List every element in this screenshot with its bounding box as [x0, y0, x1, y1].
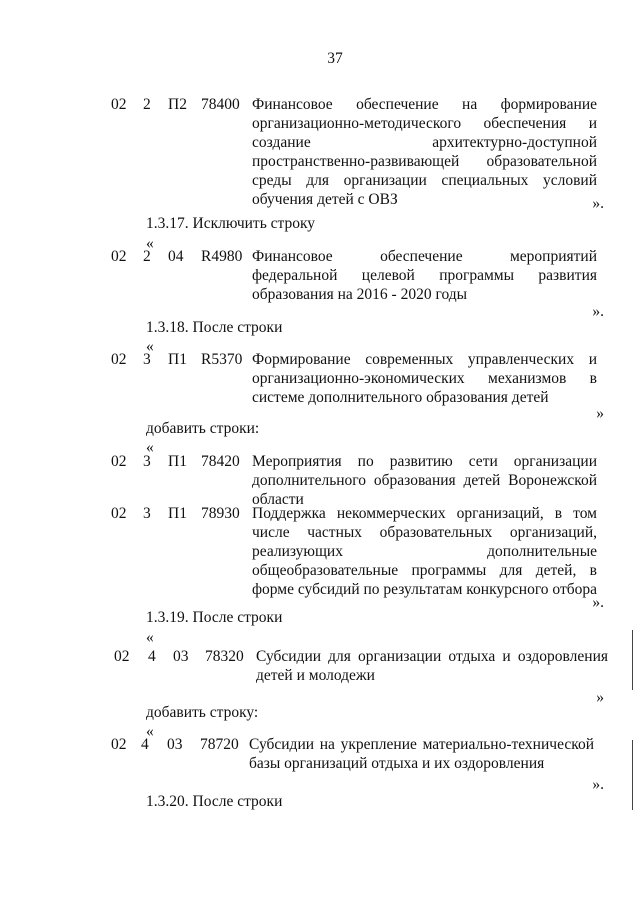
- closing-quote: ».: [592, 776, 604, 793]
- instruction-1-3-18: 1.3.18. После строки: [146, 319, 283, 336]
- code-chapter: 02: [111, 351, 127, 368]
- closing-quote: ».: [592, 594, 604, 611]
- opening-quote: «: [146, 439, 154, 456]
- code-program: 2: [143, 248, 151, 265]
- scan-edge-mark: [632, 630, 633, 690]
- code-chapter: 02: [111, 505, 127, 522]
- instruction-1-3-17: 1.3.17. Исключить строку: [146, 215, 316, 232]
- opening-quote: «: [146, 338, 154, 355]
- code-program: 4: [148, 648, 156, 665]
- code-subprogram: П2: [168, 96, 187, 113]
- code-chapter: 02: [111, 248, 127, 265]
- row-description: Субсидии для организации отдыха и оздоровления детей и молодежи: [256, 648, 608, 684]
- scan-edge-mark: [632, 740, 633, 810]
- code-program: 2: [143, 96, 151, 113]
- row-description: Финансовое обеспечение мероприятий федеральной целевой программы развития образования на 2016 - 2020 годы: [252, 248, 597, 303]
- row-description: Финансовое обеспечение на формирование организационно-методического обеспечения и создание архитектурно-доступной пространственно-развивающей образовательной среды для организации специальных условий обучения детей с ОВЗ: [252, 96, 597, 208]
- code-direction: R5370: [201, 351, 243, 368]
- closing-quote: »: [596, 405, 604, 422]
- opening-quote: «: [146, 723, 154, 740]
- code-program: 4: [141, 736, 149, 753]
- add-row-label: добавить строку:: [146, 704, 259, 721]
- page-number: 37: [327, 50, 343, 67]
- code-program: 3: [143, 505, 151, 522]
- code-chapter: 02: [111, 96, 127, 113]
- code-subprogram: 04: [168, 248, 184, 265]
- code-direction: 78930: [201, 505, 240, 522]
- code-program: 3: [143, 351, 151, 368]
- row-description: Поддержка некоммерческих организаций, в том числе частных образовательных организаций, реализующих дополнительные общеобразовательные программы для детей, в форме субсидий по результатам конкурсного отбора: [252, 505, 597, 598]
- code-subprogram: 03: [173, 648, 189, 665]
- code-direction: 78320: [205, 648, 244, 665]
- code-chapter: 02: [111, 453, 127, 470]
- code-subprogram: П1: [168, 505, 187, 522]
- row-description: Субсидии на укрепление материально-технической базы организаций отдыха и их оздоровления: [249, 736, 594, 772]
- closing-quote: ».: [592, 195, 604, 212]
- code-chapter: 02: [111, 736, 127, 753]
- opening-quote: «: [146, 629, 154, 646]
- row-description: Мероприятия по развитию сети организации дополнительного образования детей Воронежской области: [252, 453, 597, 508]
- opening-quote: «: [146, 235, 154, 252]
- code-chapter: 02: [114, 648, 130, 665]
- instruction-1-3-20: 1.3.20. После строки: [146, 793, 283, 810]
- code-program: 3: [143, 453, 151, 470]
- add-rows-label: добавить строки:: [146, 420, 260, 437]
- code-direction: 78420: [201, 453, 240, 470]
- code-subprogram: П1: [168, 453, 187, 470]
- code-direction: 78720: [200, 736, 239, 753]
- code-direction: 78400: [201, 96, 240, 113]
- instruction-1-3-19: 1.3.19. После строки: [146, 609, 283, 626]
- code-subprogram: 03: [167, 736, 183, 753]
- row-description: Формирование современных управленческих и организационно-экономических механизмов в системе дополнительного образования детей: [252, 351, 597, 406]
- closing-quote: »: [596, 689, 604, 706]
- code-direction: R4980: [201, 248, 243, 265]
- closing-quote: ».: [592, 303, 604, 320]
- code-subprogram: П1: [168, 351, 187, 368]
